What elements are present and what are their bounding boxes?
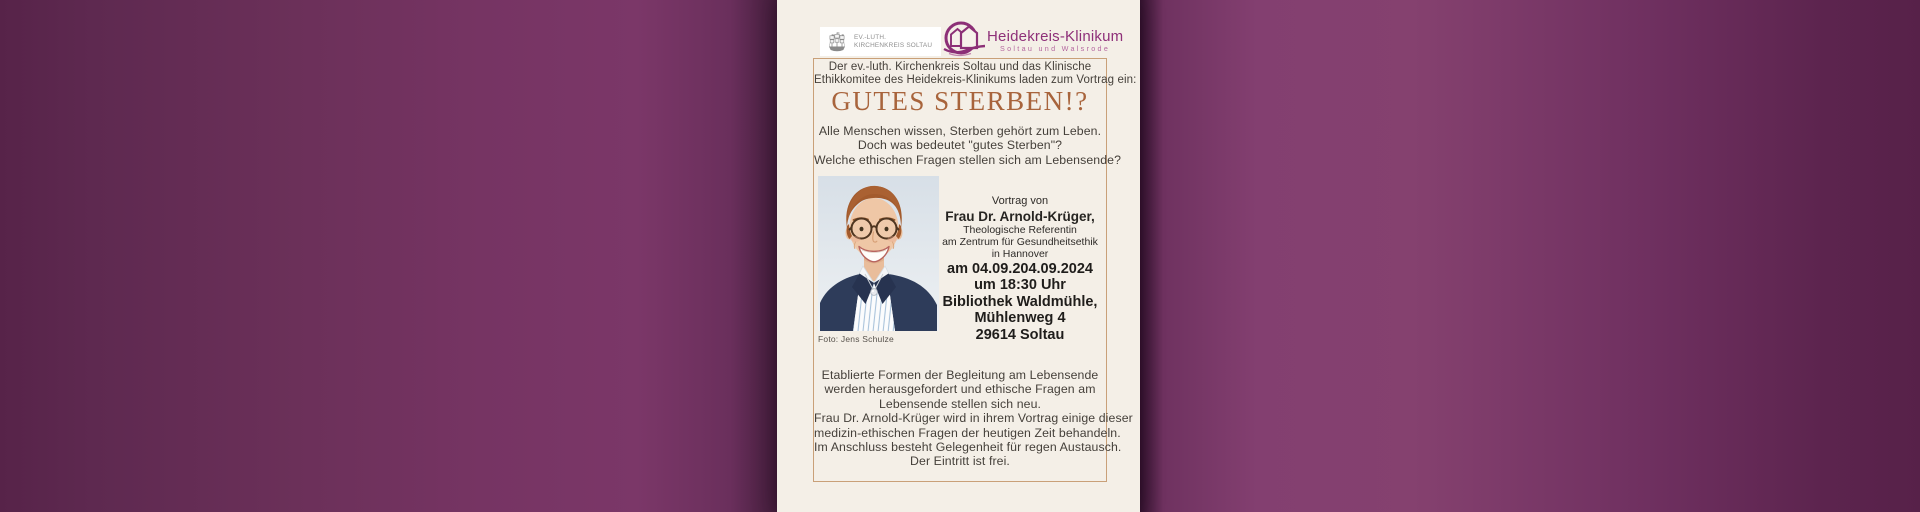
body-line-5: medizin-ethischen Fragen der heutigen Zeit behandeln. [814,425,1121,440]
body-line-6: Im Anschluss besteht Gelegenheit für regen Austausch. [814,440,1122,455]
speaker-role-1: Theologische Referentin [963,224,1077,236]
intro-line-1: Der ev.-luth. Kirchenkreis Soltau und das Klinische [828,61,1092,73]
kirchenkreis-line1: EV.-LUTH. [854,34,887,41]
body-line-4: Frau Dr. Arnold-Krüger wird in ihrem Vortrag einige dieser [814,411,1133,426]
body-line-1: Etablierte Formen der Begleitung am Lebensende [821,368,1099,382]
klinikum-logo-text [987,29,1123,53]
question-line-2: Doch was bedeutet "gutes Sterben"? [857,138,1063,153]
question-lines [814,124,1122,167]
speaker-photo [818,176,939,331]
flyer-page [777,0,1140,512]
event-city: 29614 Soltau [975,326,1065,343]
kirchenkreis-line2: KIRCHENKREIS SOLTAU [854,42,933,49]
event-street: Mühlenweg 4 [974,310,1066,326]
klinikum-subtitle: Soltau und Walsrode [1000,44,1111,53]
body-line-7: Der Eintritt ist frei. [910,454,1010,469]
kirchenkreis-logo-text [854,34,932,50]
body-line-2: werden herausgefordert und ethische Fragen am [824,382,1096,397]
speaker-role-2: am Zentrum für Gesundheitsethik [942,236,1098,248]
speaker-details [941,196,1099,343]
body-paragraph [814,368,1133,469]
invitation-intro [814,61,1137,87]
question-line-1: Alle Menschen wissen, Sterben gehört zum Leben. [818,124,1102,138]
photo-credit: Foto: Jens Schulze [818,334,894,344]
speaker-intro: Vortrag von [991,195,1049,207]
content-border-box [813,58,1137,482]
background-right-purple [1140,0,1920,512]
houses-in-circle-icon [941,20,985,62]
event-time: um 18:30 Uhr [974,277,1066,293]
speaker-name: Frau Dr. Arnold-Krüger, [945,209,1095,224]
background-left-purple [0,0,777,512]
intro-line-2: Ethikkomitee des Heidekreis-Klinikums laden zum Vortrag ein: [814,74,1137,86]
event-date: am 04.09.204.09.2024 [947,260,1093,277]
question-line-3: Welche ethischen Fragen stellen sich am Lebensende? [814,152,1122,167]
klinikum-name: Heidekreis-Klinikum [987,28,1124,45]
speaker-role-3: in Hannover [991,248,1049,260]
kirchenkreis-logo [820,27,941,56]
speaker-portrait-illustration [818,176,939,331]
body-line-3: Lebensende stellen sich neu. [878,396,1042,411]
ship-icon [826,30,848,54]
flyer-title: GUTES STERBEN!? [831,86,1089,116]
event-venue: Bibliothek Waldmühle, [942,293,1098,310]
